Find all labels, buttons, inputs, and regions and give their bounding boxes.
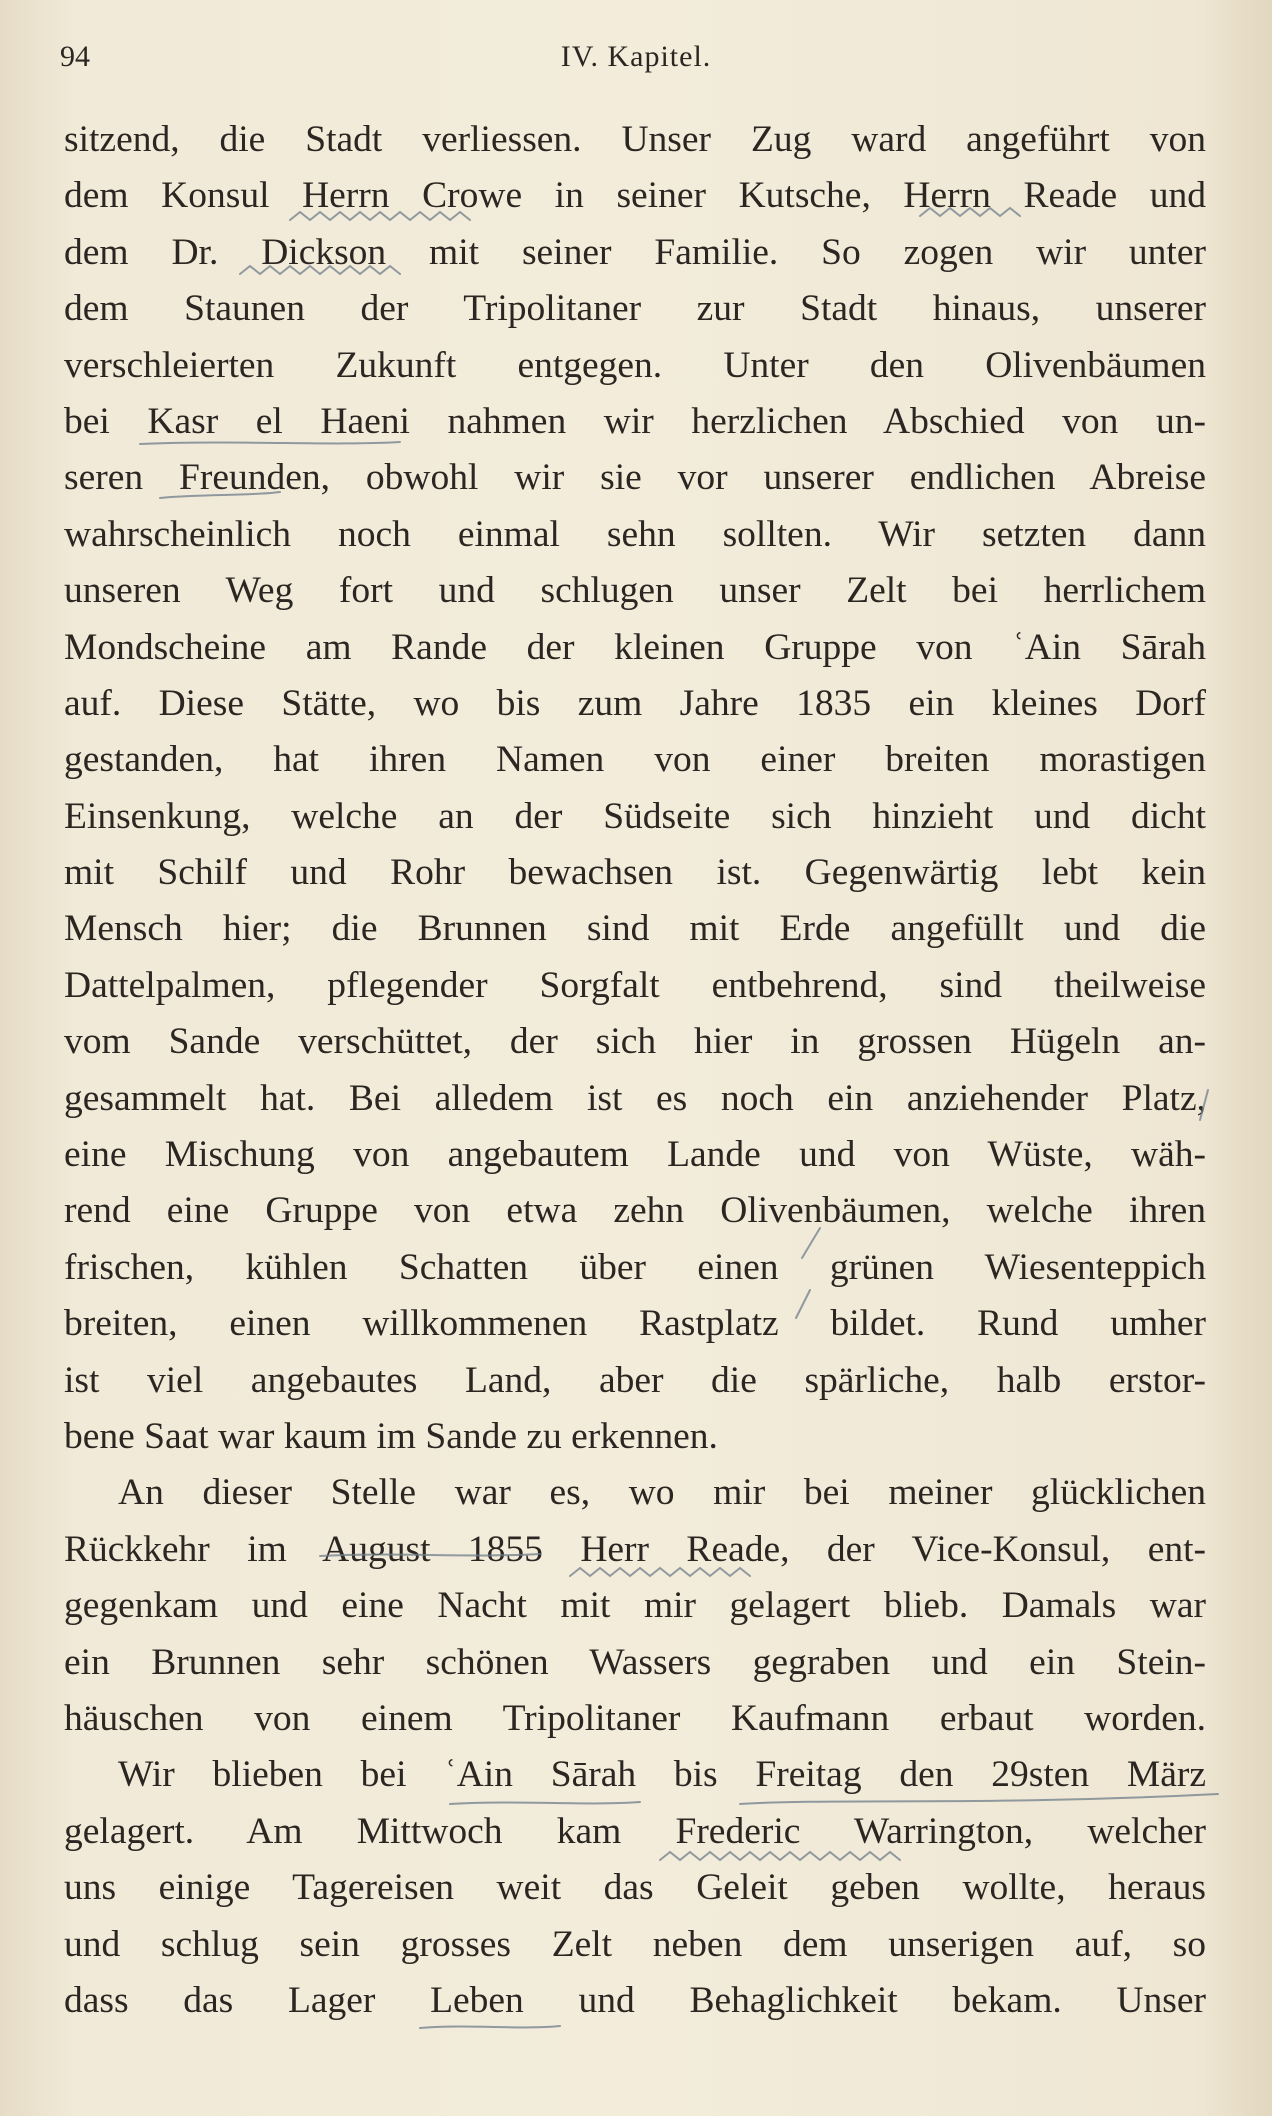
- text-line: vom Sande verschüttet, der sich hier in grossen Hügeln an-: [64, 1021, 1206, 1063]
- text-line: ist viel angebautes Land, aber die spärliche, halb erstor-: [64, 1359, 1206, 1401]
- text-line: häuschen von einem Tripolitaner Kaufmann erbaut worden.: [64, 1697, 1206, 1739]
- text-line: Mensch hier; die Brunnen sind mit Erde angefüllt und die: [64, 908, 1206, 950]
- text-line: An dieser Stelle war es, wo mir bei meiner glücklichen: [118, 1472, 1206, 1514]
- page-number: 94: [60, 40, 90, 73]
- text-line: und schlug sein grosses Zelt neben dem unserigen auf, so: [64, 1923, 1206, 1965]
- text-line: eine Mischung von angebautem Lande und von Wüste, wäh-: [64, 1134, 1206, 1176]
- text-line: gegenkam und eine Nacht mit mir gelagert blieb. Damals war: [64, 1585, 1206, 1627]
- text-line: breiten, einen willkommenen Rastplatz bildet. Rund umher: [64, 1303, 1206, 1345]
- text-line: verschleierten Zukunft entgegen. Unter den Olivenbäumen: [64, 344, 1206, 386]
- text-line: frischen, kühlen Schatten über einen grünen Wiesenteppich: [64, 1246, 1206, 1288]
- text-line: ein Brunnen sehr schönen Wassers gegraben und ein Stein-: [64, 1641, 1206, 1683]
- body-text: [64, 112, 1206, 2029]
- text-line: sitzend, die Stadt verliessen. Unser Zug ward angeführt von: [64, 119, 1206, 160]
- text-line: rend eine Gruppe von etwa zehn Olivenbäumen, welche ihren: [64, 1190, 1206, 1232]
- text-line: Dattelpalmen, pflegender Sorgfalt entbehrend, sind theilweise: [64, 964, 1206, 1006]
- text-line: Wir blieben bei ʿAin Sārah bis Freitag den 29sten März: [118, 1754, 1206, 1796]
- text-line: Einsenkung, welche an der Südseite sich hinzieht und dicht: [64, 795, 1206, 837]
- text-line: mit Schilf und Rohr bewachsen ist. Gegenwärtig lebt kein: [64, 852, 1206, 894]
- page-header: [60, 40, 1212, 90]
- text-line: gelagert. Am Mittwoch kam Frederic Warrington, welcher: [64, 1810, 1206, 1852]
- text-line: dem Konsul Herrn Crowe in seiner Kutsche, Herrn Reade und: [64, 175, 1206, 217]
- text-line: uns einige Tagereisen weit das Geleit geben wollte, heraus: [64, 1867, 1206, 1909]
- text-line: unseren Weg fort und schlugen unser Zelt bei herrlichem: [64, 570, 1206, 612]
- text-line: dass das Lager Leben und Behaglichkeit bekam. Unser: [64, 1979, 1206, 2021]
- text-line: dem Dr. Dickson mit seiner Familie. So zogen wir unter: [64, 231, 1206, 273]
- text-line: gesammelt hat. Bei alledem ist es noch ein anziehender Platz,: [64, 1077, 1206, 1119]
- text-line: bei Kasr el Haeni nahmen wir herzlichen Abschied von un-: [64, 400, 1206, 442]
- text-line: gestanden, hat ihren Namen von einer breiten morastigen: [64, 739, 1206, 781]
- text-line: Rückkehr im August 1855 Herr Reade, der Vice-Konsul, ent-: [64, 1528, 1206, 1570]
- text-line: dem Staunen der Tripolitaner zur Stadt hinaus, unserer: [64, 288, 1206, 330]
- text-line: auf. Diese Stätte, wo bis zum Jahre 1835 ein kleines Dorf: [64, 682, 1206, 724]
- text-line: Mondscheine am Rande der kleinen Gruppe von ʿAin Sārah: [64, 626, 1206, 668]
- running-head: IV. Kapitel.: [560, 40, 712, 73]
- text-line: wahrscheinlich noch einmal sehn sollten. Wir setzten dann: [64, 513, 1206, 555]
- text-line: bene Saat war kaum im Sande zu erkennen.: [64, 1415, 718, 1457]
- text-line: seren Freunden, obwohl wir sie vor unserer endlichen Abreise: [64, 457, 1206, 499]
